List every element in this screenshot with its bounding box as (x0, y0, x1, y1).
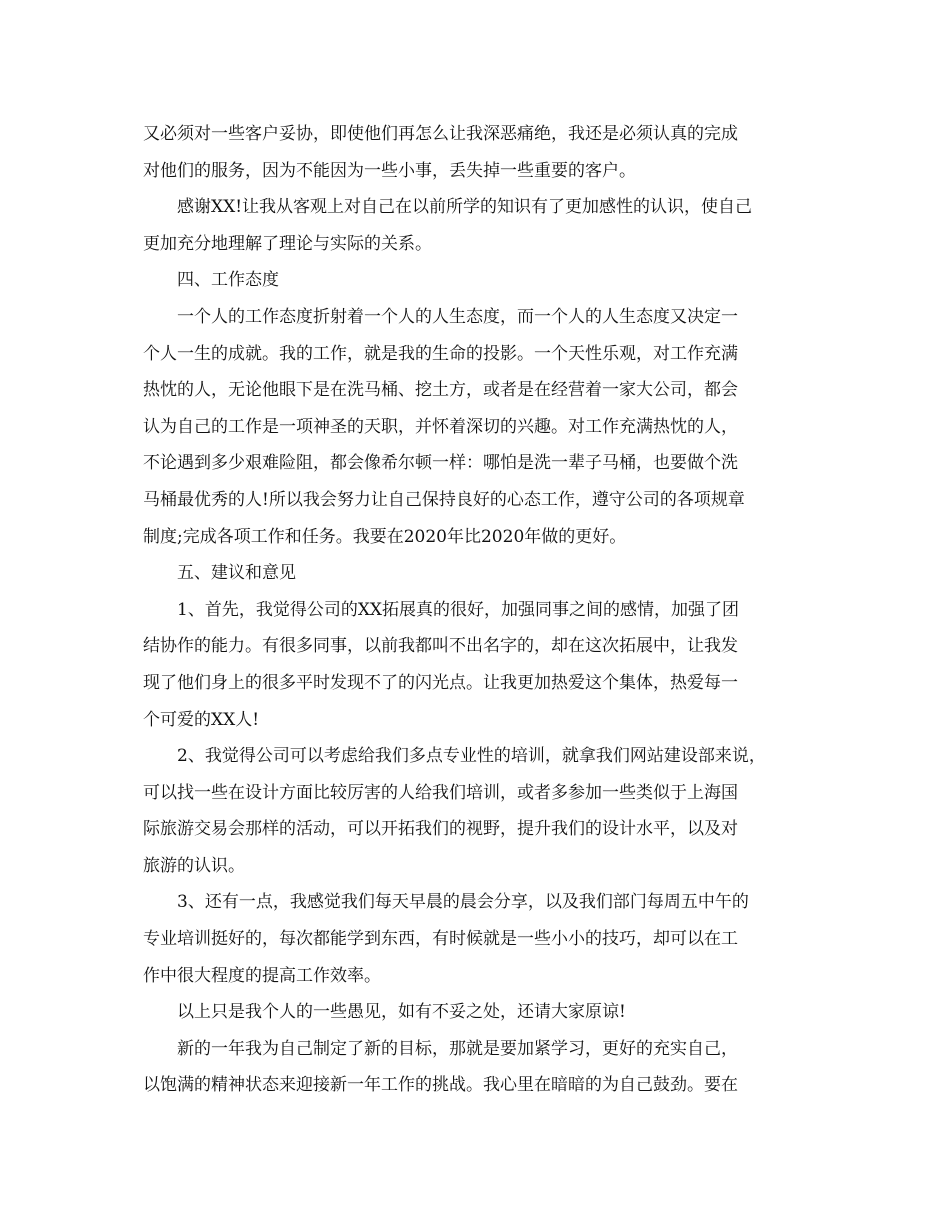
text-line: 新的一年我为自己制定了新的目标，那就是要加紧学习，更好的充实自己， (177, 1038, 738, 1059)
text-line: 专业培训挺好的，每次都能学到东西，有时候就是一些小小的技巧，却可以在工 (143, 929, 738, 950)
text-line: 个可爱的XX人! (143, 709, 260, 730)
text-line: 对他们的服务，因为不能因为一些小事，丢失掉一些重要的客户。 (143, 160, 636, 181)
text-line: 作中很大程度的提高工作效率。 (143, 965, 381, 986)
text-line: 热忱的人，无论他眼下是在洗马桶、挖土方，或者是在经营着一家大公司，都会 (143, 380, 738, 401)
text-line: 感谢XX!让我从客观上对自己在以前所学的知识有了更加感性的认识，使自己 (177, 197, 753, 218)
text-line: 马桶最优秀的人!所以我会努力让自己保持良好的心态工作，遵守公司的各项规章 (143, 489, 745, 510)
text-line: 更加充分地理解了理论与实际的关系。 (143, 233, 432, 254)
text-line: 个人一生的成就。我的工作，就是我的生命的投影。一个天性乐观，对工作充满 (143, 343, 738, 364)
text-line: 可以找一些在设计方面比较厉害的人给我们培训，或者多参加一些类似于上海国 (143, 782, 738, 803)
text-line: 制度;完成各项工作和任务。我要在2020年比2020年做的更好。 (143, 526, 627, 547)
text-line: 际旅游交易会那样的活动，可以开拓我们的视野，提升我们的设计水平，以及对 (143, 819, 738, 840)
section-heading: 四、工作态度 (177, 270, 279, 291)
text-line: 结协作的能力。有很多同事，以前我都叫不出名字的，却在这次拓展中，让我发 (143, 636, 738, 657)
document-body (143, 116, 813, 1104)
text-line: 现了他们身上的很多平时发现不了的闪光点。让我更加热爱这个集体，热爱每一 (143, 672, 738, 693)
section-heading: 五、建议和意见 (177, 563, 296, 584)
text-line: 2、我觉得公司可以考虑给我们多点专业性的培训，就拿我们网站建设部来说， (177, 746, 766, 767)
text-line: 1、首先，我觉得公司的XX拓展真的很好，加强同事之间的感情，加强了团 (177, 599, 740, 620)
text-line: 不论遇到多少艰难险阻，都会像希尔顿一样：哪怕是洗一辈子马桶，也要做个洗 (143, 453, 738, 474)
text-line: 一个人的工作态度折射着一个人的人生态度，而一个人的人生态度又决定一 (177, 306, 738, 327)
text-line: 认为自己的工作是一项神圣的天职，并怀着深切的兴趣。对工作充满热忱的人， (143, 416, 738, 437)
text-line: 以饱满的精神状态来迎接新一年工作的挑战。我心里在暗暗的为自己鼓劲。要在 (143, 1075, 738, 1096)
text-line: 3、还有一点，我感觉我们每天早晨的晨会分享，以及我们部门每周五中午的 (177, 892, 749, 913)
text-line: 又必须对一些客户妥协，即使他们再怎么让我深恶痛绝，我还是必须认真的完成 (143, 124, 738, 144)
text-line: 旅游的认识。 (143, 855, 245, 876)
text-line: 以上只是我个人的一些愚见，如有不妥之处，还请大家原谅! (177, 1002, 626, 1023)
